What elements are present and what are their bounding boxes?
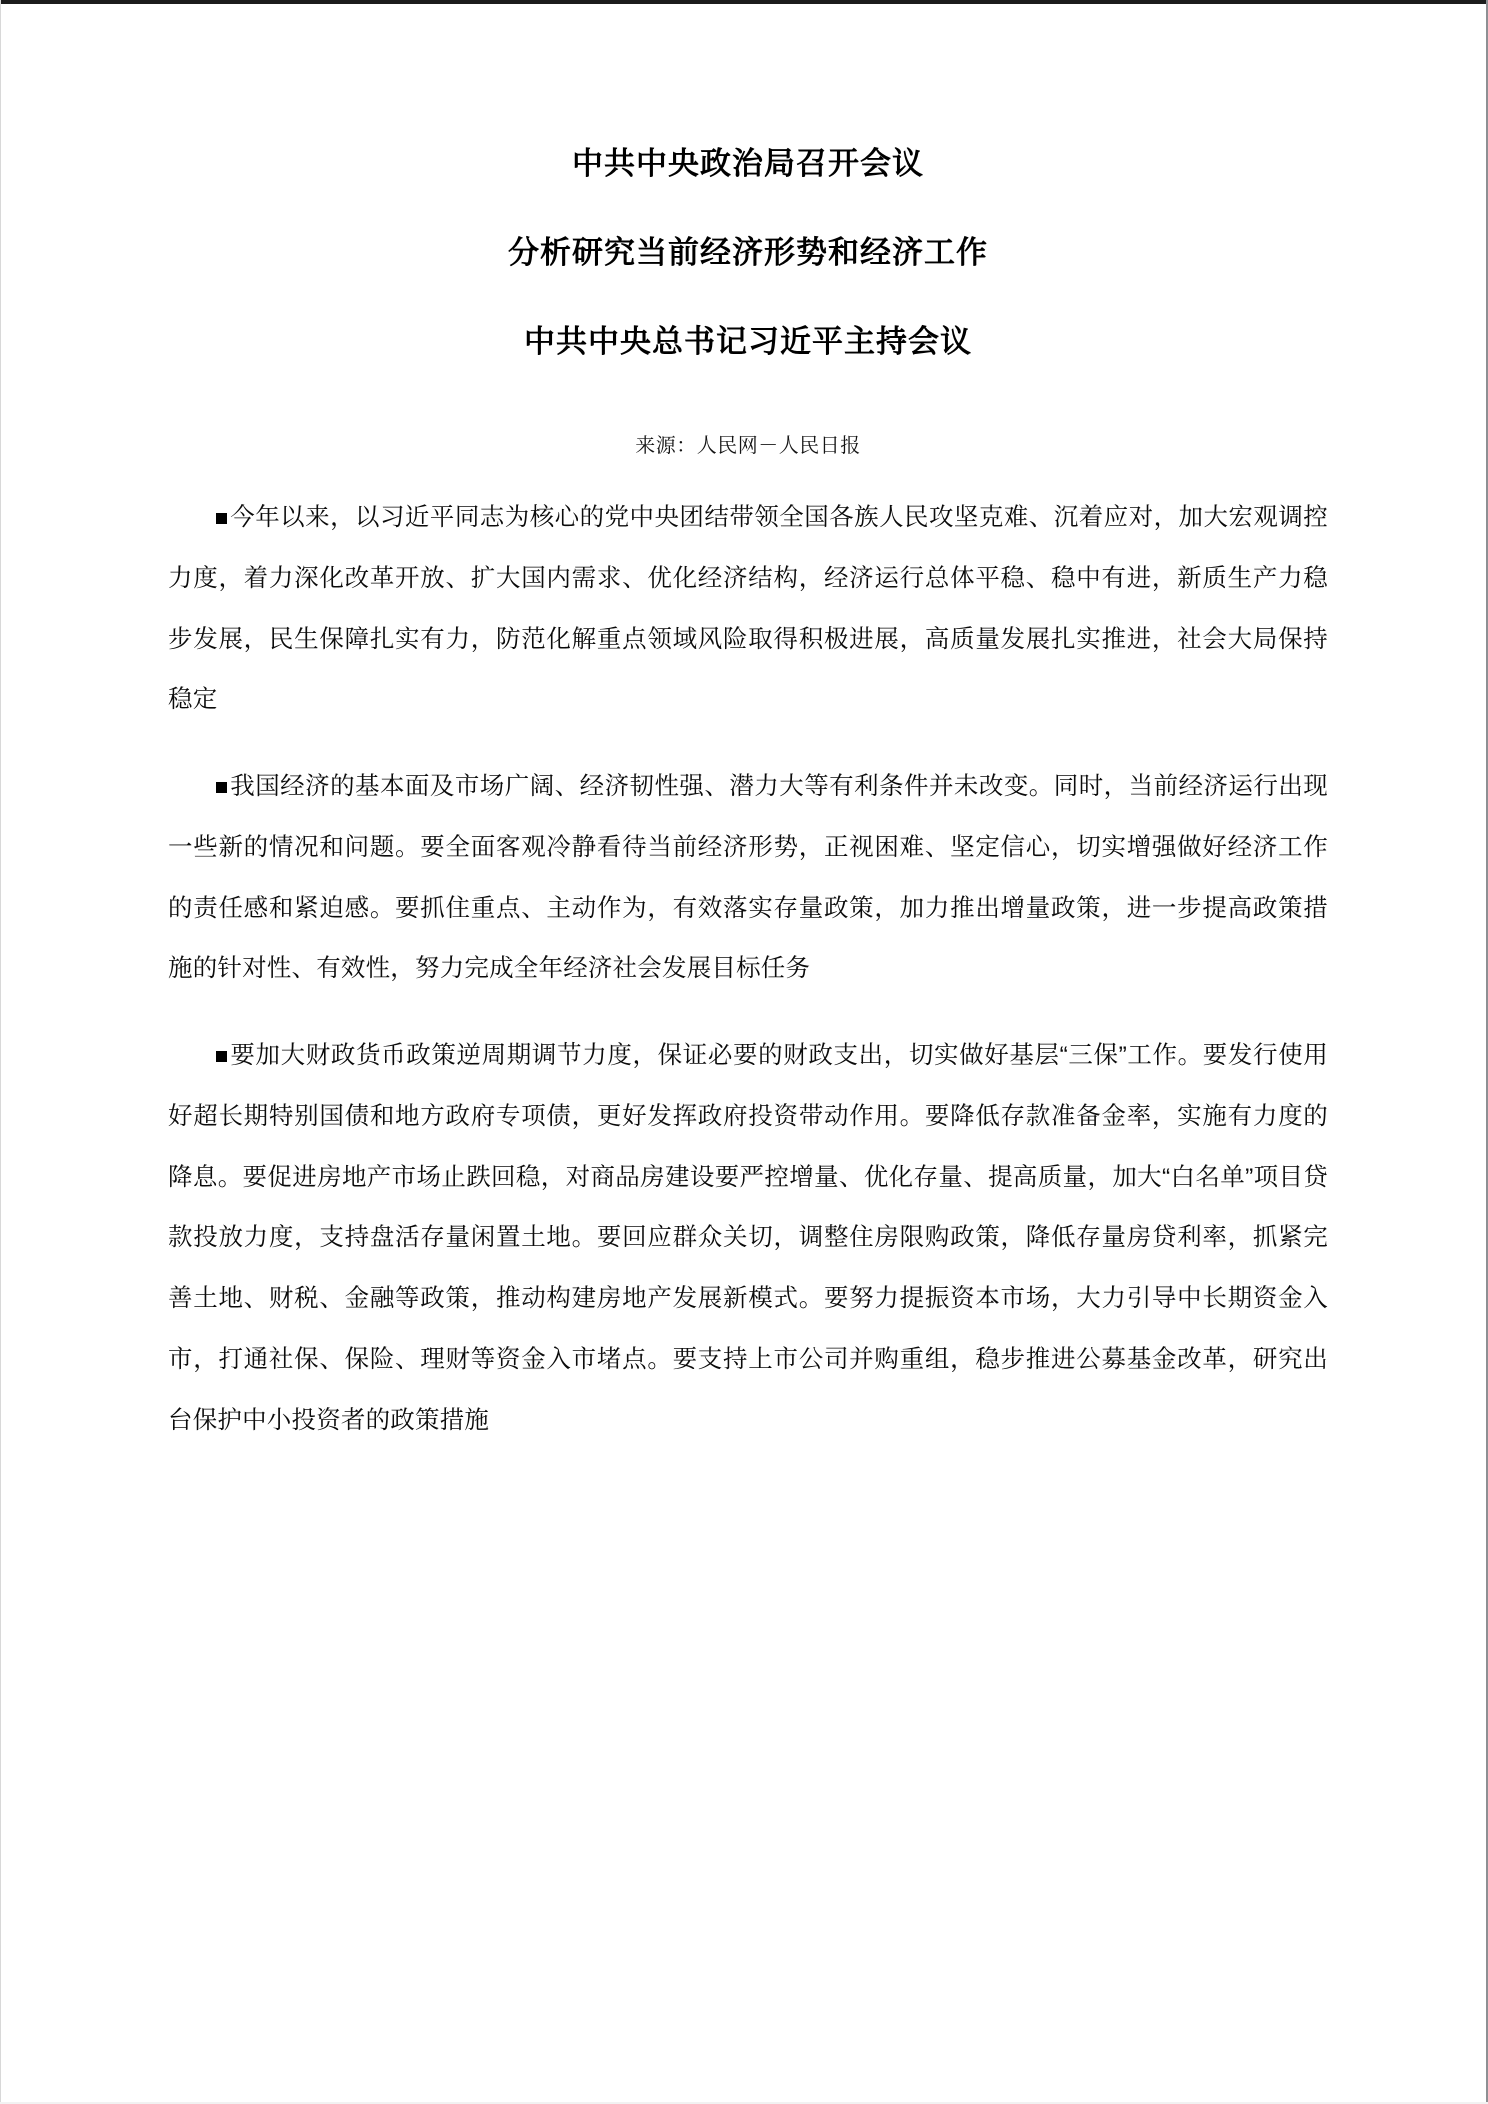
document-title-line-3: 中共中央总书记习近平主持会议 xyxy=(524,324,972,359)
title-block xyxy=(168,0,1328,357)
document-content xyxy=(168,0,1328,1451)
paragraph-3-text: 要加大财政货币政策逆周期调节力度，保证必要的财政支出，切实做好基层“三保”工作。要发行使用好超长期特别国债和地方政府专项债，更好发挥政府投资带动作用。要降低存款准备金率，实施有力度的降息。要促进房地产市场止跌回稳，对商品房建设要严控增量、优化存量、提高质量，加大“白名单”项目贷款投放力度，支持盘活存量闲置土地。要回应群众关切，调整住房限购政策，降低存量房贷利率，抓紧完善土地、财税、金融等政策，推动构建房地产发展新模式。要努力提振资本市场，大力引导中长期资金入市，打通社保、保险、理财等资金入市堵点。要支持上市公司并购重组，稳步推进公募基金改革，研究出台保护中小投资者的政策措施 xyxy=(168,1042,1328,1434)
paragraph-1-text: 今年以来，以习近平同志为核心的党中央团结带领全国各族人民攻坚克难、沉着应对，加大宏观调控力度，着力深化改革开放、扩大国内需求、优化经济结构，经济运行总体平稳、稳中有进，新质生产力稳步发展，民生保障扎实有力，防范化解重点领域风险取得积极进展，高质量发展扎实推进，社会大局保持稳定 xyxy=(168,504,1328,714)
scan-left-edge xyxy=(0,0,1,2104)
source-attribution: 来源：人民网－人民日报 xyxy=(635,433,861,457)
paragraph-2 xyxy=(168,757,1328,1000)
square-bullet-icon xyxy=(216,782,227,793)
square-bullet-icon xyxy=(216,1051,227,1062)
square-bullet-icon xyxy=(216,513,227,524)
paragraph-1 xyxy=(168,488,1328,731)
document-title-line-2: 分析研究当前经济形势和经济工作 xyxy=(508,235,988,270)
paragraph-2-text: 我国经济的基本面及市场广阔、经济韧性强、潜力大等有利条件并未改变。同时，当前经济运行出现一些新的情况和问题。要全面客观冷静看待当前经济形势，正视困难、坚定信心，切实增强做好经济工作的责任感和紧迫感。要抓住重点、主动作为，有效落实存量政策，加力推出增量政策，进一步提高政策措施的针对性、有效性，努力完成全年经济社会发展目标任务 xyxy=(168,773,1328,983)
paragraph-3 xyxy=(168,1026,1328,1451)
document-title-line-1: 中共中央政治局召开会议 xyxy=(572,146,924,181)
document-body xyxy=(168,488,1328,1451)
